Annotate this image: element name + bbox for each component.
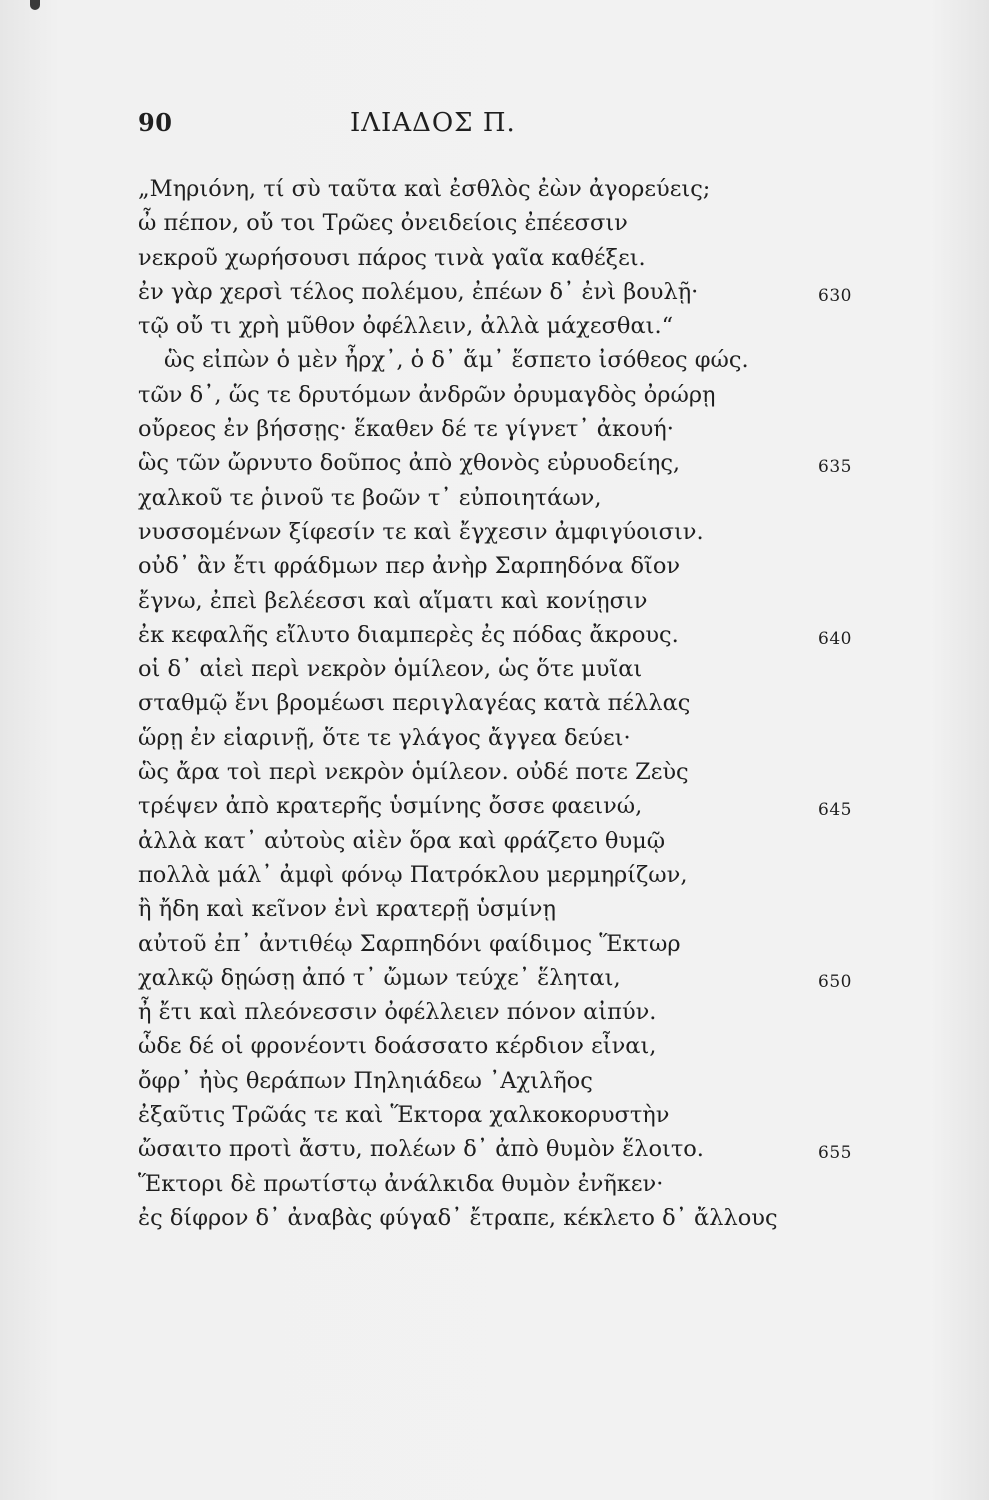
verse-line-text: ἐν γὰρ χερσὶ τέλος πολέμου, ἐπέων δ᾽ ἐνὶ βουλῇ·	[138, 278, 699, 305]
verse-line-text: οἱ δ᾽ αἰεὶ περὶ νεκρὸν ὁμίλεον, ὡς ὅτε μυῖαι	[138, 656, 643, 683]
verse-line-text: οὔρεος ἐν βήσσῃς· ἕκαθεν δέ τε γίγνετ᾽ ἀκουή·	[138, 416, 674, 443]
verse-line	[138, 927, 818, 961]
verse-line-text: ὣς τῶν ὤρνυτο δοῦπος ἀπὸ χθονὸς εὐρυοδείης,	[138, 450, 681, 477]
verse-line-text: ἦ ἔτι καὶ πλεόνεσσιν ὀφέλλειεν πόνον αἰπύν.	[138, 999, 657, 1026]
verse-line	[138, 1201, 818, 1235]
verse-line-text: ὦ πέπον, οὔ τοι Τρῶες ὀνειδείοις ἐπέεσσιν	[138, 210, 628, 237]
verse-line	[138, 412, 818, 446]
line-number: 655	[818, 1143, 852, 1164]
running-title: ΙΛΙΑΔΟΣ Π.	[350, 108, 516, 138]
verse-line	[138, 172, 818, 206]
verse-line	[138, 549, 818, 583]
verse-line	[138, 275, 852, 309]
verse-line-text: ἔγνω, ἐπεὶ βελέεσσι καὶ αἵματι καὶ κονίῃσιν	[138, 587, 648, 614]
line-number: 630	[818, 285, 852, 306]
verse-line	[138, 721, 818, 755]
verse-line-text: ἐξαῦτις Τρῶάς τε καὶ Ἕκτορα χαλκοκορυστὴν	[138, 1102, 670, 1129]
verse-line-text: χαλκῷ δῃώσῃ ἀπό τ᾽ ὤμων τεύχε᾽ ἕληται,	[138, 964, 621, 991]
verse-line-text: ἢ ἤδη καὶ κεῖνον ἐνὶ κρατερῇ ὑσμίνῃ	[138, 896, 556, 923]
verse-line-text: νεκροῦ χωρήσουσι πάρος τινὰ γαῖα καθέξει.	[138, 244, 646, 271]
verse-line	[138, 1132, 852, 1166]
line-number: 650	[818, 971, 852, 992]
verse-line-text: τῷ οὔ τι χρὴ μῦθον ὀφέλλειν, ἀλλὰ μάχεσθαι.“	[138, 313, 674, 340]
verse-line-text: οὐδ᾽ ἂν ἔτι φράδμων περ ἀνὴρ Σαρπηδόνα δῖον	[138, 553, 681, 580]
verse-line	[138, 618, 852, 652]
verse-line-text: πολλὰ μάλ᾽ ἀμφὶ φόνῳ Πατρόκλου μερμηρίζων,	[138, 861, 688, 888]
verse-line	[138, 446, 852, 480]
verse-line	[138, 789, 852, 823]
verse-line	[138, 343, 818, 377]
scan-artifact	[30, 0, 40, 10]
verse-line-text: ὧδε δέ οἱ φρονέοντι δοάσσατο κέρδιον εἶναι,	[138, 1033, 657, 1060]
verse-line	[138, 892, 818, 926]
verse-line	[138, 1098, 818, 1132]
verse-line	[138, 1167, 818, 1201]
verse-line	[138, 241, 818, 275]
verse-line	[138, 1064, 818, 1098]
verse-line-text: τῶν δ᾽, ὥς τε δρυτόμων ἀνδρῶν ὀρυμαγδὸς ὀρώρῃ	[138, 381, 716, 408]
verse-line-text: ἀλλὰ κατ᾽ αὐτοὺς αἰὲν ὅρα καὶ φράζετο θυμῷ	[138, 827, 666, 854]
verse-line-text: χαλκοῦ τε ῥινοῦ τε βοῶν τ᾽ εὐποιητάων,	[138, 484, 602, 511]
verse-line-text: „Μηριόνη, τί σὺ ταῦτα καὶ ἐσθλὸς ἐὼν ἀγορεύεις;	[138, 176, 711, 202]
verse-line	[138, 961, 852, 995]
page-header	[138, 108, 818, 148]
verse-line	[138, 378, 818, 412]
verse-line-text: σταθμῷ ἔνι βρομέωσι περιγλαγέας κατὰ πέλλας	[138, 690, 691, 717]
verse-line-text: ἐς δίφρον δ᾽ ἀναβὰς φύγαδ᾽ ἔτραπε, κέκλετο δ᾽ ἄλλους	[138, 1204, 778, 1231]
verse-text-block	[138, 172, 852, 1235]
verse-line	[138, 515, 818, 549]
verse-line	[138, 652, 818, 686]
verse-line-text: ὄφρ᾽ ἠὺς θεράπων Πηληιάδεω ᾿Αχιλῆος	[138, 1067, 593, 1094]
verse-line-text: ὤσαιτο προτὶ ἄστυ, πολέων δ᾽ ἀπὸ θυμὸν ἕλοιτο.	[138, 1136, 704, 1163]
verse-line-text: νυσσομένων ξίφεσίν τε καὶ ἔγχεσιν ἀμφιγύοισιν.	[138, 518, 704, 545]
verse-line-text: αὐτοῦ ἐπ᾽ ἀντιθέῳ Σαρπηδόνι φαίδιμος Ἕκτωρ	[138, 930, 681, 957]
page-number: 90	[138, 108, 173, 137]
verse-line-text: ἐκ κεφαλῆς εἴλυτο διαμπερὲς ἐς πόδας ἄκρους.	[138, 621, 679, 648]
verse-line	[138, 755, 818, 789]
verse-line	[138, 824, 818, 858]
verse-line-text: τρέψεν ἀπὸ κρατερῆς ὑσμίνης ὄσσε φαεινώ,	[138, 793, 643, 820]
line-number: 640	[818, 628, 852, 649]
verse-line-text: Ἕκτορι δὲ πρωτίστῳ ἀνάλκιδα θυμὸν ἐνῆκεν·	[138, 1170, 664, 1197]
verse-line-text: ὣς ἄρα τοὶ περὶ νεκρὸν ὁμίλεον. οὐδέ ποτε Ζεὺς	[138, 759, 689, 786]
verse-line-text: ὣς εἰπὼν ὁ μὲν ἦρχ᾽, ὁ δ᾽ ἅμ᾽ ἕσπετο ἰσόθεος φώς.	[164, 347, 749, 374]
verse-line	[138, 481, 818, 515]
verse-line	[138, 1029, 818, 1063]
line-number: 645	[818, 800, 852, 821]
line-number: 635	[818, 457, 852, 478]
verse-line-text: ὥρῃ ἐν εἰαρινῇ, ὅτε τε γλάγος ἄγγεα δεύει·	[138, 724, 631, 751]
verse-line	[138, 309, 818, 343]
verse-line	[138, 995, 818, 1029]
verse-line	[138, 686, 818, 720]
verse-line	[138, 206, 818, 240]
verse-line	[138, 858, 818, 892]
verse-line	[138, 584, 818, 618]
